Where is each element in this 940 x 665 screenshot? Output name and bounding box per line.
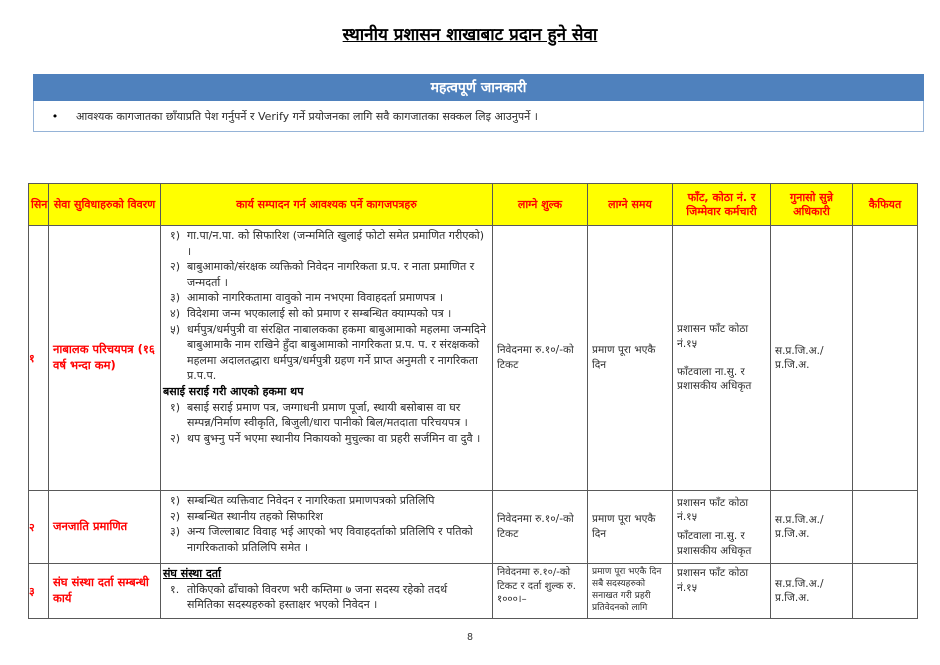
row1-fee: निवेदनमा रु.१०/-को टिकट <box>493 226 588 491</box>
row3-grievance: स.प्र.जि.अ./प्र.जि.अ. <box>771 564 853 619</box>
list-text: अन्य जिल्लाबाट विवाह भई आएको भए विवाहदर्ताको प्रतिलिपि र पतिको नागरिकताको प्रतिलिपि समेत । <box>187 525 473 554</box>
row3-fee: निवेदनमा रु.१०/-को टिकट र दर्ता शुल्क रु. १०००।– <box>493 564 588 619</box>
row2-time: प्रमाण पूरा भएकै दिन <box>588 491 673 564</box>
page-number: 8 <box>466 632 474 643</box>
list-text: आमाको नागरिकतामा वावुको नाम नभएमा विवाहदर्ता प्रमाणपत्र । <box>187 291 444 305</box>
header-documents: कार्य सम्पादन गर्न आवश्यक पर्ने कागजपत्रहरु <box>161 184 493 226</box>
header-sn: सिन <box>29 184 49 226</box>
header-fee: लाग्ने शुल्क <box>493 184 588 226</box>
list-marker: १) <box>170 229 181 242</box>
header-grievance: गुनासो सुन्ने अधिकारी <box>771 184 853 226</box>
table-row <box>29 491 918 564</box>
notice-text: आवश्यक कागजातका छाँयाप्रति पेश गर्नुपर्ने र Verify गर्ने प्रयोजनका लागि सवै कागजातका सक्कल लिइ आउनुपर्ने । <box>76 109 538 123</box>
list-item <box>163 493 487 509</box>
row3-unit <box>673 564 771 619</box>
page-title <box>0 22 940 45</box>
header-time: लाग्ने समय <box>588 184 673 226</box>
list-text: बाबुआमाको/संरक्षक व्यक्तिको निवेदन नागरिकता प्र.प. र नाता प्रमाणित र जन्मदर्ता । <box>187 260 475 289</box>
header-service: सेवा सुविधाहरुको विवरण <box>49 184 161 226</box>
bullet-icon: • <box>51 109 59 123</box>
row3-service: संघ संस्था दर्ता सम्बन्धी कार्य <box>49 564 161 619</box>
header-remarks: कैफियत <box>853 184 918 226</box>
row3-remarks <box>853 564 918 619</box>
list-text: सम्बन्धित व्यक्तिवाट निवेदन र नागरिकता प्रमाणपत्रको प्रतिलिपि <box>187 494 435 507</box>
row1-documents <box>161 226 493 491</box>
row3-sn: ३ <box>29 564 49 619</box>
list-marker: २) <box>170 260 181 274</box>
unit-line: प्रशासन फाँट कोठा नं.१५ <box>677 323 749 350</box>
row1-unit <box>673 226 771 491</box>
unit-line: फाँटवाला ना.सु. र प्रशासकीय अधिकृत <box>677 365 752 393</box>
list-item <box>163 400 487 431</box>
list-text: तोकिएको ढाँचाको विवरण भरी कम्तिमा ७ जना सदस्य रहेको तदर्थ समितिका सदस्यहरुको हस्ताक्षर भएको निवेदन । <box>187 582 448 612</box>
row1-grievance: स.प्र.जि.अ./प्र.जि.अ. <box>771 226 853 491</box>
row2-remarks <box>853 491 918 564</box>
table-header-row <box>29 184 918 226</box>
list-text: धर्मपुत्र/धर्मपुत्री वा संरक्षित नाबालकका हकमा बाबुआमाको महलमा जन्मदिने बाबुआमाकै नाम राखिने हुँदा बाबुआमाको नागरिकता प्र.प. प. र संरक्षकको महलमा अदालतद्धारा धर्मपुत्र/धर्मपुत्री ग्रहण गर्ने प्राप्त अनुमती र नागरिकता प्र.प.प. <box>187 322 486 383</box>
row2-service: जनजाति प्रमाणित <box>49 491 161 564</box>
row3-documents <box>161 564 493 619</box>
table-row <box>29 226 918 491</box>
list-text: गा.पा/न.पा. को सिफारिश (जन्ममिति खुलाई फोटो समेत प्रमाणित गरीएको) । <box>187 229 485 258</box>
row1-service: नाबालक परिचयपत्र (१६ वर्ष भन्दा कम) <box>49 226 161 491</box>
list-item <box>163 431 487 447</box>
list-marker: २) <box>170 431 181 445</box>
list-item <box>163 228 487 259</box>
row2-documents <box>161 491 493 564</box>
unit-line: फाँटवाला ना.सु. र प्रशासकीय अधिकृत <box>677 530 752 557</box>
list-marker: ३) <box>170 291 181 305</box>
list-item <box>163 582 487 613</box>
list-text: सम्बन्धित स्थानीय तहको सिफारिश <box>187 509 323 523</box>
row1-sn: १ <box>29 226 49 491</box>
list-marker: ४) <box>170 307 181 321</box>
page-title-text: स्थानीय प्रशासन शाखाबाट प्रदान हुने सेवा <box>342 25 598 45</box>
list-item <box>163 322 487 384</box>
row2-sn: २ <box>29 491 49 564</box>
row2-unit <box>673 491 771 564</box>
list-text: बसाई सराई प्रमाण पत्र, जग्गाधनी प्रमाण पूर्जा, स्थायी बसोबास वा घर सम्पन्न/निर्माण स्वीकृति, बिजुली/धारा पानीको बिल/मतदाता परिचयपत्र । <box>187 400 468 430</box>
list-marker: १) <box>170 400 181 414</box>
notice-box <box>33 101 924 132</box>
important-info-banner <box>33 74 924 101</box>
unit-line: प्रशासन फाँट कोठा नं.१५ <box>677 567 749 594</box>
table-row <box>29 564 918 619</box>
list-marker: ५) <box>170 322 181 336</box>
row1-time: प्रमाण पूरा भएकै दिन <box>588 226 673 491</box>
list-text: विदेशमा जन्म भएकालाई सो को प्रमाण र सम्बन्धित क्याम्पको पत्र । <box>187 307 452 321</box>
list-item <box>163 524 487 555</box>
list-item <box>163 290 487 306</box>
row2-grievance: स.प्र.जि.अ./प्र.जि.अ. <box>771 491 853 564</box>
list-marker: २) <box>170 509 181 523</box>
list-marker: ३) <box>170 525 181 539</box>
row3-time: प्रमाण पूरा भएकै दिन सबै सदस्यहरुको सनाखत गरी प्रहरी प्रतिवेदनको लागि <box>588 564 673 619</box>
header-unit: फाँट, कोठा नं. र जिम्मेवार कर्मचारी <box>673 184 771 226</box>
list-marker: १) <box>170 494 181 507</box>
list-item <box>163 509 487 525</box>
list-text: थप बुझ्नु पर्ने भएमा स्थानीय निकायको मुचुल्का वा प्रहरी सर्जमिन वा दुवै । <box>187 431 481 445</box>
list-item <box>163 306 487 322</box>
list-marker: १. <box>170 582 180 596</box>
banner-text: महत्वपूर्ण जानकारी <box>430 80 527 96</box>
docs-subheading: बसाई सराई गरी आएको हकमा थप <box>163 385 304 399</box>
services-table <box>28 183 918 619</box>
row1-remarks <box>853 226 918 491</box>
row2-fee: निवेदनमा रु.१०/-को टिकट <box>493 491 588 564</box>
unit-line: प्रशासन फाँट कोठा नं.१५ <box>677 496 749 524</box>
list-item <box>163 259 487 290</box>
docs-heading: संघ संस्था दर्ता <box>163 567 221 580</box>
